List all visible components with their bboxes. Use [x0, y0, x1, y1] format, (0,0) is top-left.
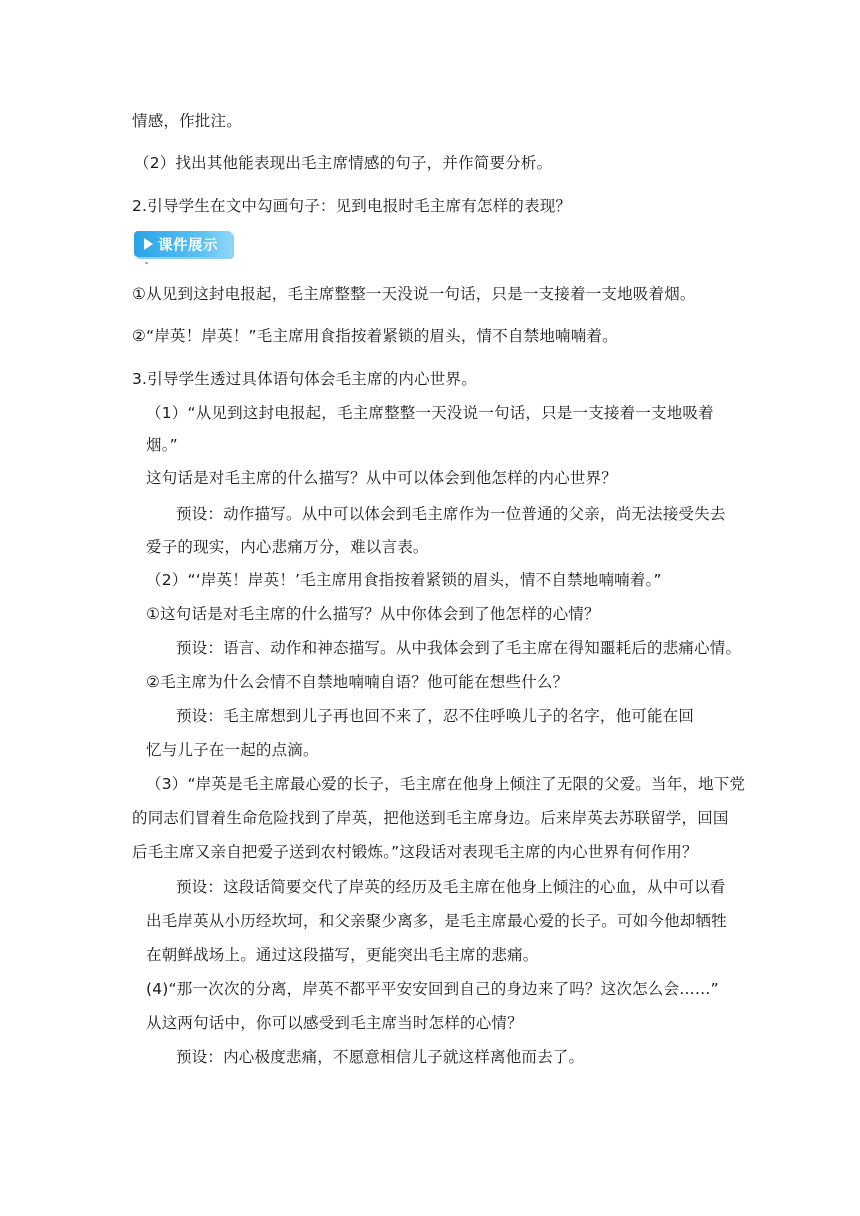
text-line: 预设：内心极度悲痛，不愿意相信儿子就这样离他而去了。	[176, 1048, 585, 1066]
text-line: 出毛岸英从小历经坎坷，和父亲聚少离多，是毛主席最心爱的长子。可如今他却牺牲	[146, 912, 727, 930]
text-line: 3.引导学生透过具体语句体会毛主席的内心世界。	[132, 370, 477, 388]
courseware-display-badge	[134, 231, 232, 257]
text-line: 在朝鲜战场上。通过这段描写，更能突出毛主席的悲痛。	[146, 946, 539, 964]
text-line: （2）找出其他能表现出毛主席情感的句子，并作简要分析。	[134, 154, 553, 172]
text-line: ②毛主席为什么会情不自禁地喃喃自语？他可能在想些什么？	[146, 673, 569, 691]
text-line: ②“岸英！岸英！”毛主席用食指按着紧锁的眉头，情不自禁地喃喃着。	[132, 327, 618, 345]
divider	[145, 262, 148, 264]
text-line: 这句话是对毛主席的什么描写？从中可以体会到他怎样的内心世界？	[146, 469, 618, 487]
text-line: （1）“从见到这封电报起，毛主席整整一天没说一句话，只是一支接着一支地吸着	[146, 404, 714, 422]
text-line: 爱子的现实，内心悲痛万分，难以言表。	[146, 538, 429, 556]
text-line: (4)“那一次次的分离，岸英不都平平安安回到自己的身边来了吗？这次怎么会……”	[146, 980, 719, 998]
text-line: 从这两句话中，你可以感受到毛主席当时怎样的心情？	[146, 1014, 523, 1032]
play-triangle-icon	[144, 238, 153, 250]
text-line: 预设：这段话简要交代了岸英的经历及毛主席在他身上倾注的心血，从中可以看	[176, 878, 726, 896]
text-line: 预设：语言、动作和神态描写。从中我体会到了毛主席在得知噩耗后的悲痛心情。	[176, 639, 742, 657]
text-line: ①从见到这封电报起，毛主席整整一天没说一句话，只是一支接着一支地吸着烟。	[132, 285, 696, 303]
text-line: 预设：动作描写。从中可以体会到毛主席作为一位普通的父亲，尚无法接受失去	[176, 505, 726, 523]
text-line: （2）“‘岸英！岸英！’毛主席用食指按着紧锁的眉头，情不自禁地喃喃着。”	[146, 571, 662, 589]
text-line: 情感，作批注。	[132, 112, 242, 130]
text-line: 2.引导学生在文中勾画句子：见到电报时毛主席有怎样的表现？	[132, 197, 572, 215]
text-line: ①这句话是对毛主席的什么描写？从中你体会到了他怎样的心情？	[146, 605, 600, 623]
text-line: 预设：毛主席想到儿子再也回不来了，忍不住呼唤儿子的名字，他可能在回	[176, 707, 695, 725]
text-line: 的同志们冒着生命危险找到了岸英，把他送到毛主席身边。后来岸英去苏联留学，回国	[132, 809, 729, 827]
text-line: 忆与儿子在一起的点滴。	[146, 741, 319, 759]
badge-label: 课件展示	[158, 237, 218, 254]
text-line: 烟。”	[146, 436, 178, 454]
text-line: （3）“岸英是毛主席最心爱的长子，毛主席在他身上倾注了无限的父爱。当年，地下党	[146, 775, 746, 793]
text-line: 后毛主席又亲自把爱子送到农村锻炼。”这段话对表现毛主席的内心世界有何作用？	[132, 843, 698, 861]
